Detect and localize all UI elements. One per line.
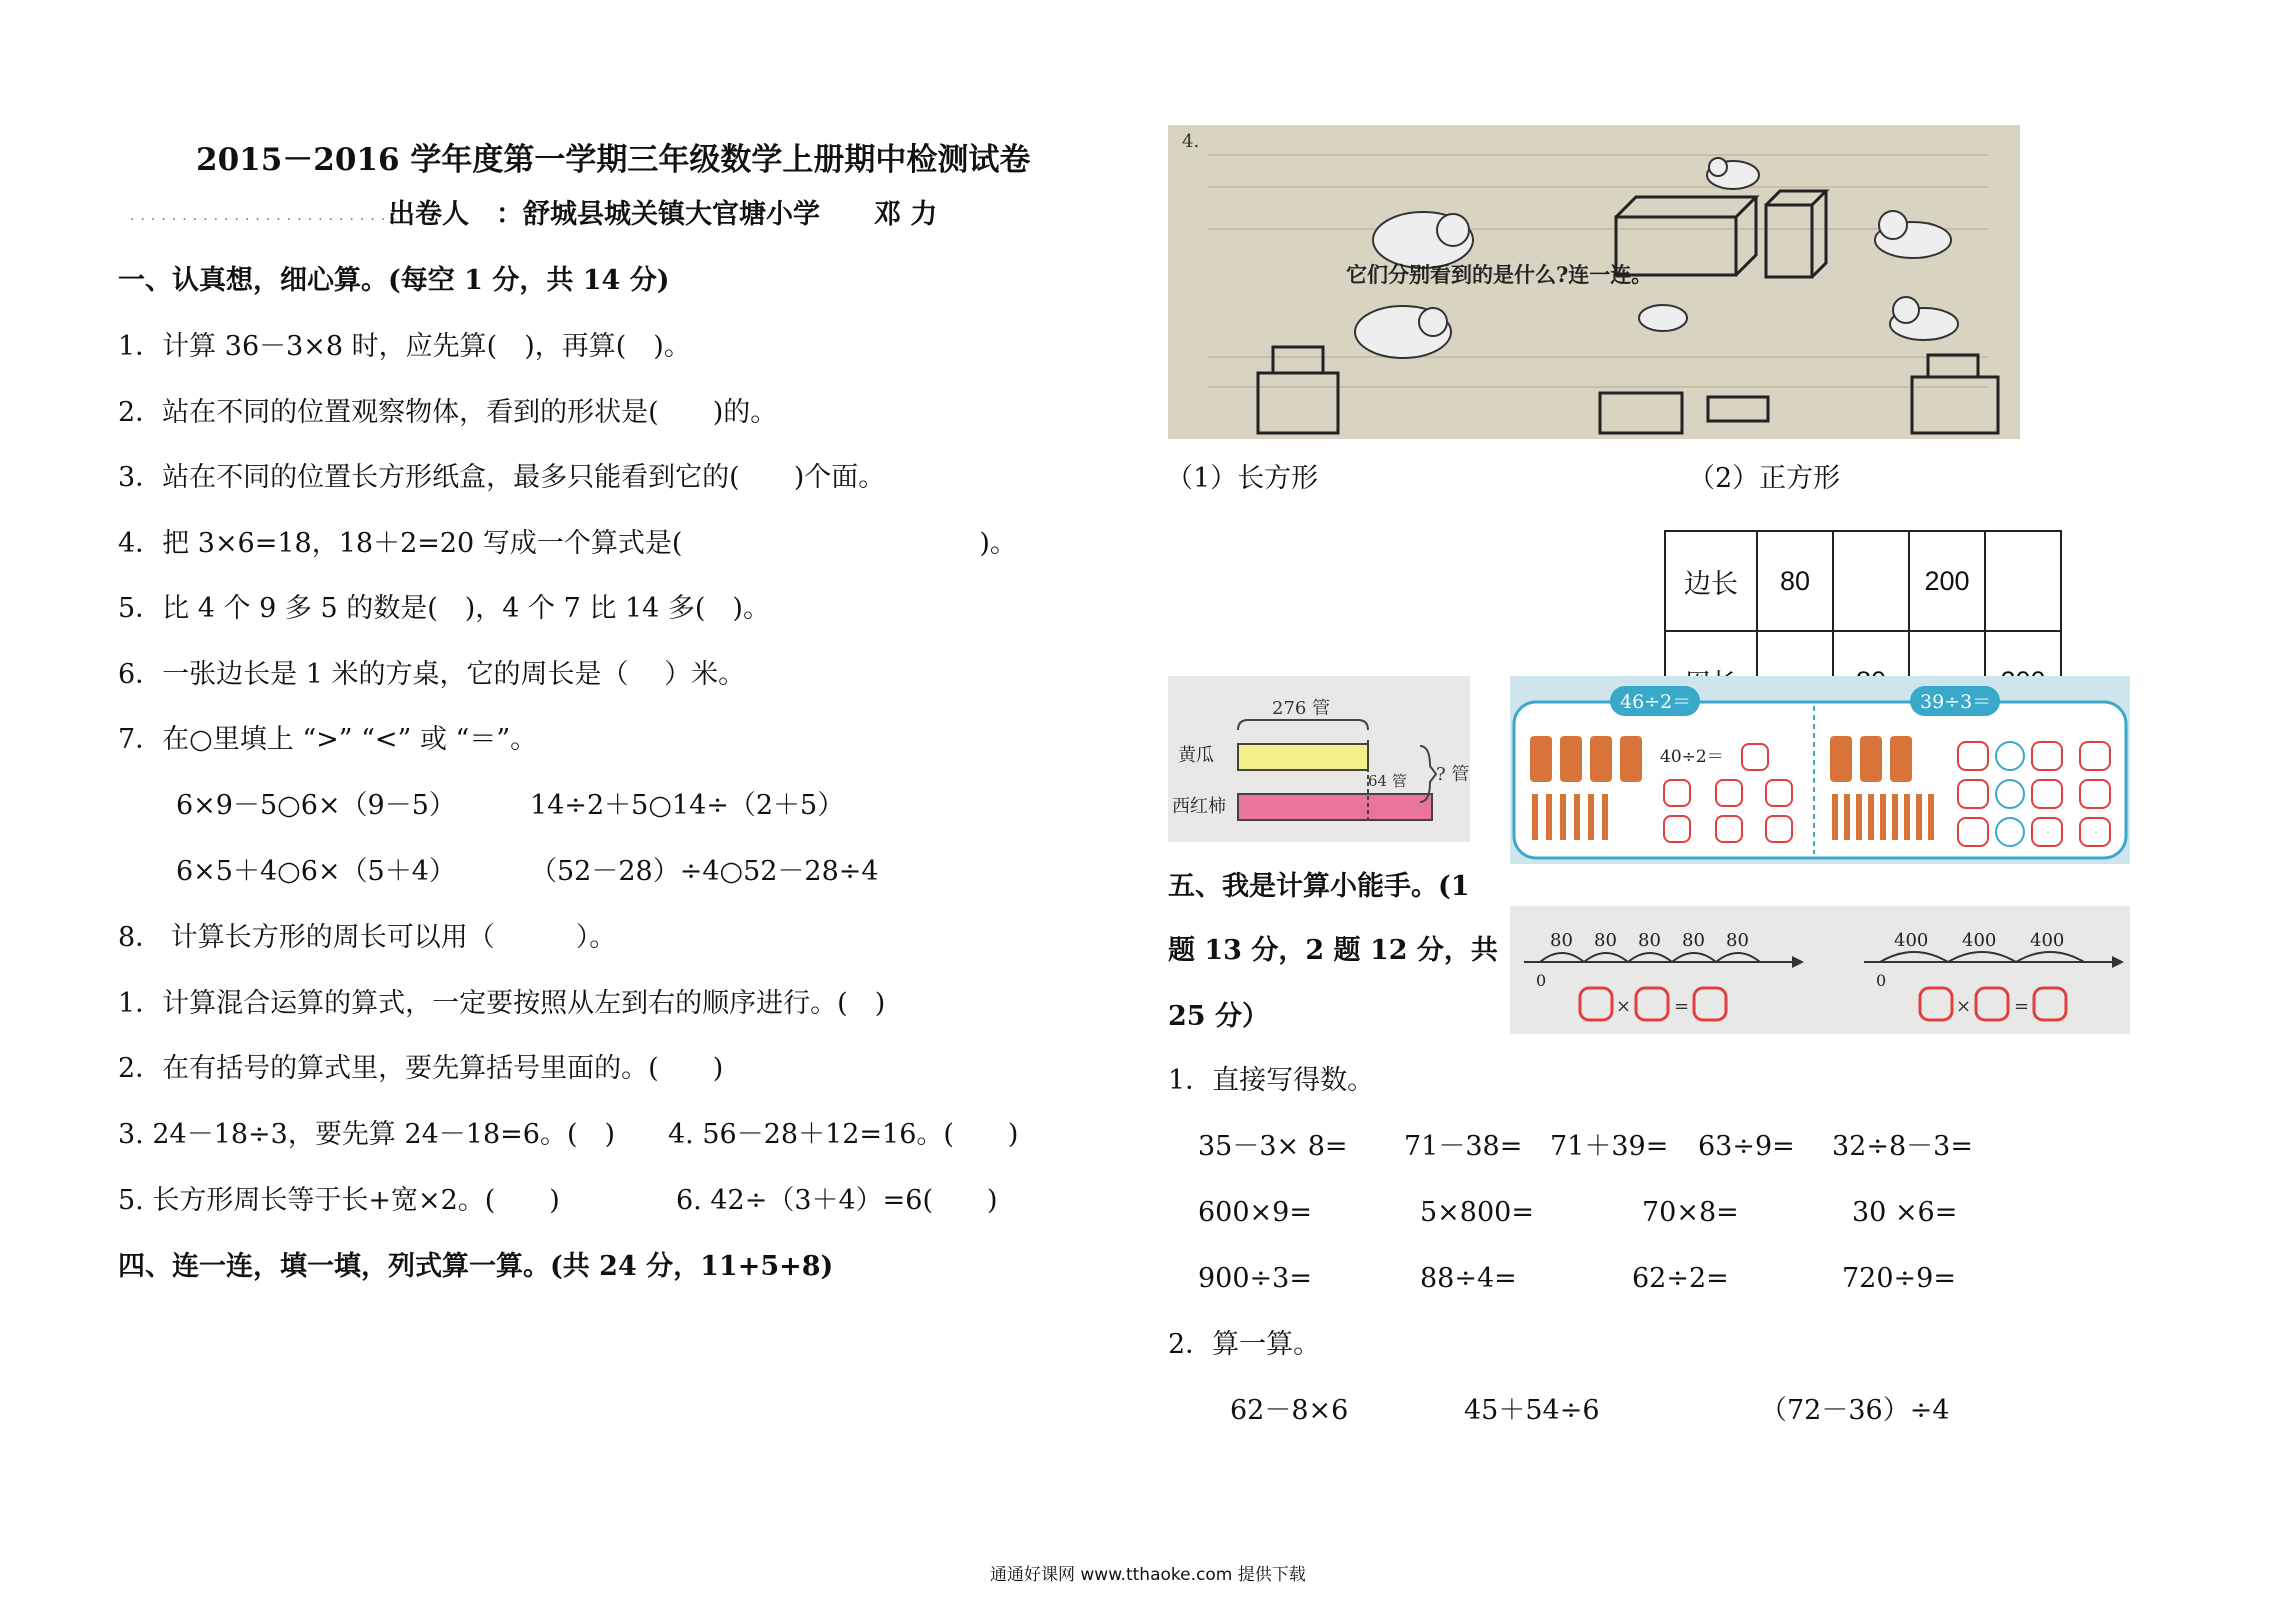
equals-sign-right: =	[2014, 996, 2030, 1017]
zero-label-left: 0	[1536, 971, 1547, 990]
bar-model-picture	[1168, 676, 1470, 842]
bar-question-label: ? 管	[1436, 764, 1470, 785]
calc-item: 71＋39=	[1550, 1131, 1669, 1162]
dog-icon	[1890, 297, 1958, 340]
jump-label: 400	[1962, 930, 1997, 951]
table-cell	[1833, 531, 1909, 631]
question-7: 7．在○里填上 “>” “<” 或 “＝”。	[118, 724, 538, 755]
view-3-shape	[1708, 397, 1768, 421]
question-3: 3．站在不同的位置长方形纸盒，最多只能看到它的( )个面。	[118, 462, 886, 493]
jump-label: 80	[1594, 930, 1617, 951]
section-5-heading-line3: 25 分）	[1168, 1001, 1269, 1032]
page-title: 2015－2016 学年度第一学期三年级数学上册期中检测试卷	[196, 142, 1031, 178]
picture-caption: 它们分别看到的是什么?连一连。	[1346, 262, 1653, 287]
side-perimeter-table-clip	[1664, 530, 2100, 675]
judge-3: 3. 24－18÷3，要先算 24－18=6。( )	[118, 1119, 616, 1150]
calc2-item: 45＋54÷6	[1464, 1395, 1600, 1426]
picture-number: 4.	[1182, 131, 1200, 152]
bar-total-label: 276 管	[1272, 698, 1331, 719]
calc-item: 600×9=	[1198, 1197, 1312, 1228]
judge-4: 4. 56－28＋12=16。( )	[668, 1119, 1019, 1150]
jump-label: 400	[1894, 930, 1929, 951]
stick-bundles-right	[1830, 736, 1912, 782]
bar-row2-label: 西红柿	[1172, 796, 1226, 817]
elephant-icon	[1355, 306, 1451, 358]
question-7b: 14÷2＋5○14÷（2＋5）	[530, 790, 845, 821]
view-2-shape	[1600, 393, 1682, 433]
section-5-heading-line2: 题 13 分，2 题 12 分，共	[1168, 935, 1498, 966]
section-5-question-1: 1．直接写得数。	[1168, 1065, 1375, 1096]
judge-5: 5. 长方形周长等于长+宽×2。( )	[118, 1185, 560, 1216]
division-left-title: 46÷2＝	[1620, 691, 1692, 713]
tomato-bar	[1238, 794, 1432, 820]
question-7a: 6×9－5○6×（9－5）	[176, 790, 456, 821]
table-cell: 边长	[1665, 531, 1757, 631]
calc-item: 32÷8－3=	[1832, 1131, 1973, 1162]
section-5-question-2: 2．算一算。	[1168, 1329, 1321, 1360]
calc-item: 5×800=	[1420, 1197, 1534, 1228]
times-sign-left: ×	[1616, 996, 1632, 1017]
jump-label: 80	[1726, 930, 1749, 951]
calc-item: 71－38=	[1404, 1131, 1523, 1162]
question-5: 5．比 4 个 9 多 5 的数是( )，4 个 7 比 14 多( )。	[118, 593, 770, 624]
answer-boxes-numberline-right	[1920, 988, 2066, 1020]
jump-label: 80	[1682, 930, 1705, 951]
section-5-heading-line1: 五、我是计算小能手。(1	[1168, 871, 1470, 902]
question-7c: 6×5＋4○6×（5＋4）	[176, 856, 456, 887]
label-square: （2）正方形	[1688, 463, 1841, 494]
calc-item: 30 ×6=	[1852, 1197, 1958, 1228]
bar-diff-label: 64 管	[1368, 772, 1407, 790]
zero-label-right: 0	[1876, 971, 1887, 990]
table-cell: 200	[1909, 531, 1985, 631]
views-picture	[1168, 125, 2020, 439]
table-cell	[1985, 531, 2061, 631]
calc-item: 70×8=	[1642, 1197, 1739, 1228]
cucumber-bar	[1238, 744, 1368, 770]
judge-2: 2．在有括号的算式里，要先算括号里面的。( )	[118, 1053, 724, 1084]
calc-item: 720÷9=	[1842, 1263, 1956, 1294]
question-8: 8． 计算长方形的周长可以用（ ）。	[118, 922, 617, 953]
dog-icon	[1875, 211, 1951, 258]
calc-item: 88÷4=	[1420, 1263, 1517, 1294]
author-line: 出卷人 ：舒城县城关镇大官塘小学 邓 力	[388, 199, 938, 230]
question-4: 4．把 3×6=18，18＋2=20 写成一个算式是( )。	[118, 528, 1017, 559]
number-line-picture	[1510, 906, 2130, 1034]
bird-icon	[1707, 158, 1759, 189]
question-2: 2．站在不同的位置观察物体，看到的形状是( )的。	[118, 397, 778, 428]
calc-item: 35－3× 8=	[1198, 1131, 1348, 1162]
single-sticks-right	[1832, 794, 1934, 840]
bird-icon	[1639, 305, 1687, 331]
view-4-shape	[1912, 377, 1998, 433]
section-4-heading: 四、连一连，填一填，列式算一算。(共 24 分，11+5+8)	[118, 1251, 834, 1282]
judge-1: 1．计算混合运算的算式，一定要按照从左到右的顺序进行。( )	[118, 988, 886, 1019]
table-cell: 80	[1757, 531, 1833, 631]
jump-arcs-right	[1880, 952, 2084, 962]
equals-sign-left: =	[1674, 996, 1690, 1017]
jump-label: 80	[1550, 930, 1573, 951]
question-6: 6．一张边长是 1 米的方桌，它的周长是（ ）米。	[118, 659, 746, 690]
calc-item: 900÷3=	[1198, 1263, 1312, 1294]
judge-6: 6. 42÷（3＋4）=6( )	[676, 1185, 998, 1216]
footer-source: 通通好课网 www.tthaoke.com 提供下载	[990, 1565, 1306, 1585]
calc2-item: （72－36）÷4	[1760, 1395, 1950, 1426]
answer-boxes-numberline-left	[1580, 988, 1726, 1020]
label-rectangle: （1）长方形	[1166, 463, 1319, 494]
question-7d: （52－28）÷4○52－28÷4	[530, 856, 879, 887]
times-sign-right: ×	[1956, 996, 1972, 1017]
division-left-step: 40÷2＝	[1660, 747, 1724, 767]
jump-label: 400	[2030, 930, 2065, 951]
elephant-icon	[1373, 212, 1473, 268]
dotted-leader: ..........................	[130, 208, 402, 224]
division-picture	[1510, 676, 2130, 864]
view-1-shape	[1258, 373, 1338, 433]
jump-arcs-left	[1540, 953, 1760, 962]
bar-row1-label: 黄瓜	[1178, 745, 1214, 766]
calc2-item: 62－8×6	[1230, 1395, 1349, 1426]
jump-label: 80	[1638, 930, 1661, 951]
section-1-heading: 一、认真想，细心算。(每空 1 分，共 14 分)	[118, 265, 670, 296]
calc-item: 62÷2=	[1632, 1263, 1729, 1294]
question-1: 1．计算 36－3×8 时，应先算( )，再算( )。	[118, 331, 691, 362]
division-right-title: 39÷3＝	[1920, 691, 1992, 713]
tall-cuboid-shape	[1766, 191, 1826, 277]
calc-item: 63÷9=	[1698, 1131, 1795, 1162]
